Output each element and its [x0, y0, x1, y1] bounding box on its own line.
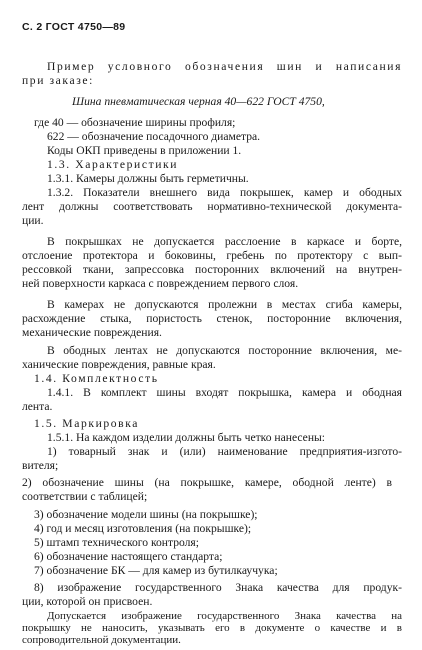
paragraph-line: ней поверхности каркаса с повреждением первого слоя. — [22, 277, 299, 290]
section-heading: 1.4. Комплектность — [34, 372, 159, 385]
example-designation: Шина пневматическая черная 40—622 ГОСТ 4750, — [72, 95, 325, 108]
list-item: 3) обозначение модели шины (на покрышке); — [34, 508, 258, 521]
paragraph-line: ции. — [22, 214, 44, 227]
paragraph-line: Пример условного обозначения шин и написания — [47, 60, 402, 73]
paragraph-line: при заказе: — [22, 74, 94, 87]
paragraph-line: 1.3.2. Показатели внешнего вида покрышек, камер и ободных — [47, 186, 402, 199]
list-item: 1) товарный знак и (или) наименование предприятия-изгото- — [47, 445, 402, 458]
list-item: соответствии с таблицей; — [22, 490, 148, 503]
paragraph-line: В ободных лентах не допускаются посторонние включения, ме- — [47, 344, 402, 357]
paragraph-line: ханические повреждения, равные края. — [22, 358, 216, 371]
paragraph-line: 1.4.1. В комплект шины входят покрышка, камера и ободная — [47, 386, 402, 399]
list-item: 8) изображение государственного Знака качества для продук- — [34, 581, 402, 594]
list-item: 7) обозначение БК — для камер из бутилкаучука; — [34, 564, 278, 577]
page-header: С. 2 ГОСТ 4750—89 — [22, 21, 126, 33]
paragraph-line: где 40 — обозначение ширины профиля; — [34, 116, 236, 129]
paragraph-line: 1.5.1. На каждом изделии должны быть четко нанесены: — [47, 431, 326, 444]
paragraph-line: покрышку не наносить, указывать его в документе о качестве и в — [22, 622, 402, 634]
list-item: вителя; — [22, 459, 59, 472]
section-heading: 1.5. Маркировка — [34, 417, 140, 430]
paragraph-line: 1.3.1. Камеры должны быть герметичны. — [47, 172, 249, 185]
section-heading: 1.3. Характеристики — [47, 158, 179, 171]
paragraph-line: отслоение протектора и боковины, гребень по протектору с вып- — [22, 249, 402, 262]
paragraph-line: рессовкой ткани, запрессовка посторонних включений на внутрен- — [22, 263, 402, 276]
paragraph-line: Коды ОКП приведены в приложении 1. — [47, 144, 242, 157]
list-item: 2) обозначение шины (на покрышке, камере, ободной ленте) в — [22, 476, 392, 489]
list-item: ции, которой он присвоен. — [22, 595, 153, 608]
paragraph-line: сопроводительной документации. — [22, 634, 181, 646]
list-item: 4) год и месяц изготовления (на покрышке); — [34, 522, 252, 535]
paragraph-line: В покрышках не допускается расслоение в каркасе и борте, — [47, 235, 402, 248]
paragraph-line: В камерах не допускаются пролежни в местах сгиба камеры, — [47, 298, 402, 311]
paragraph-line: расхождение стыка, пористость стенок, посторонние включения, — [22, 312, 402, 325]
paragraph-line: Допускается изображение государственного Знака качества на — [47, 610, 402, 622]
list-item: 6) обозначение настоящего стандарта; — [34, 550, 223, 563]
paragraph-line: лент должны соответствовать нормативно-технической документа- — [22, 200, 402, 213]
list-item: 5) штамп технического контроля; — [34, 536, 199, 549]
paragraph-line: механические повреждения. — [22, 326, 162, 339]
paragraph-line: лента. — [22, 400, 53, 413]
paragraph-line: 622 — обозначение посадочного диаметра. — [47, 130, 261, 143]
